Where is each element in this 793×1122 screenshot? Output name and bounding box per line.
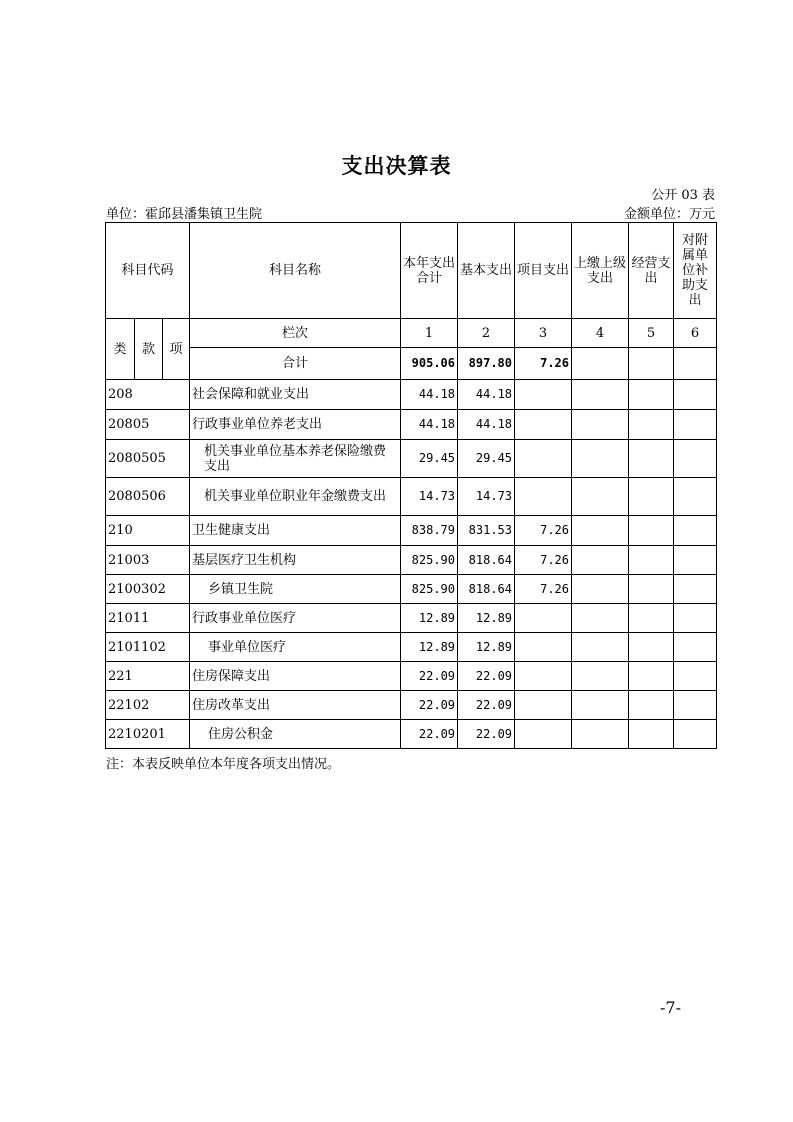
table-row <box>106 720 717 749</box>
total-business <box>629 348 674 380</box>
col-no-6: 6 <box>674 319 717 348</box>
table-note: 注：本表反映单位本年度各项支出情况。 <box>106 757 341 772</box>
row-project <box>515 478 572 516</box>
col-no-3: 3 <box>515 319 572 348</box>
row-total: 29.45 <box>401 440 458 478</box>
row-name: 机关事业单位职业年金缴费支出 <box>190 478 401 516</box>
row-project: 7.26 <box>515 575 572 604</box>
row-code: 210 <box>106 516 190 546</box>
row-project <box>515 604 572 633</box>
row-business <box>629 516 674 546</box>
row-basic: 44.18 <box>458 410 515 440</box>
row-code: 221 <box>106 662 190 691</box>
header-xiang: 项 <box>163 319 190 380</box>
row-business <box>629 691 674 720</box>
row-name: 乡镇卫生院 <box>190 575 401 604</box>
header-basic: 基本支出 <box>458 223 515 319</box>
row-upper <box>572 478 629 516</box>
row-project <box>515 380 572 410</box>
row-total: 44.18 <box>401 380 458 410</box>
row-basic: 22.09 <box>458 662 515 691</box>
row-name: 住房保障支出 <box>190 662 401 691</box>
row-code: 2100302 <box>106 575 190 604</box>
row-business <box>629 440 674 478</box>
col-no-2: 2 <box>458 319 515 348</box>
row-total: 825.90 <box>401 546 458 575</box>
table-row <box>106 546 717 575</box>
header-subsidy: 对附属单位补助支出 <box>674 223 717 319</box>
row-basic: 29.45 <box>458 440 515 478</box>
header-project: 项目支出 <box>515 223 572 319</box>
row-basic: 14.73 <box>458 478 515 516</box>
row-subsidy <box>674 440 717 478</box>
row-total: 14.73 <box>401 478 458 516</box>
row-subsidy <box>674 662 717 691</box>
row-name: 行政事业单位养老支出 <box>190 410 401 440</box>
row-total: 12.89 <box>401 633 458 662</box>
row-subsidy <box>674 691 717 720</box>
row-project: 7.26 <box>515 516 572 546</box>
row-project <box>515 633 572 662</box>
row-subsidy <box>674 720 717 749</box>
row-total: 12.89 <box>401 604 458 633</box>
amount-unit: 金额单位：万元 <box>623 207 715 222</box>
header-name: 科目名称 <box>190 223 401 319</box>
header-code: 科目代码 <box>106 223 190 319</box>
row-business <box>629 662 674 691</box>
row-business <box>629 720 674 749</box>
row-total: 22.09 <box>401 662 458 691</box>
row-upper <box>572 516 629 546</box>
row-subsidy <box>674 604 717 633</box>
page-title: 支出决算表 <box>341 154 452 178</box>
row-business <box>629 604 674 633</box>
row-name: 住房改革支出 <box>190 691 401 720</box>
row-basic: 44.18 <box>458 380 515 410</box>
table-row <box>106 662 717 691</box>
table-row <box>106 604 717 633</box>
table-row <box>106 410 717 440</box>
row-basic: 12.89 <box>458 604 515 633</box>
col-no-4: 4 <box>572 319 629 348</box>
table-row <box>106 575 717 604</box>
unit-label: 单位：霍邱县潘集镇卫生院 <box>106 207 263 222</box>
page-number: -7- <box>660 998 681 1017</box>
row-business <box>629 380 674 410</box>
row-code: 208 <box>106 380 190 410</box>
col-no-1: 1 <box>401 319 458 348</box>
header-upper: 上缴上级支出 <box>572 223 629 319</box>
row-code: 21003 <box>106 546 190 575</box>
row-subsidy <box>674 516 717 546</box>
row-upper <box>572 380 629 410</box>
row-basic: 818.64 <box>458 575 515 604</box>
row-code: 21011 <box>106 604 190 633</box>
header-lei: 类 <box>106 319 135 380</box>
row-basic: 22.09 <box>458 691 515 720</box>
row-project <box>515 440 572 478</box>
row-total: 825.90 <box>401 575 458 604</box>
row-basic: 12.89 <box>458 633 515 662</box>
row-code: 2080505 <box>106 440 190 478</box>
row-basic: 818.64 <box>458 546 515 575</box>
row-name: 基层医疗卫生机构 <box>190 546 401 575</box>
header-column-no: 栏次 <box>190 319 401 348</box>
row-subsidy <box>674 410 717 440</box>
row-code: 2101102 <box>106 633 190 662</box>
row-subsidy <box>674 478 717 516</box>
table-row <box>106 478 717 516</box>
table-row <box>106 516 717 546</box>
row-name: 社会保障和就业支出 <box>190 380 401 410</box>
row-total: 838.79 <box>401 516 458 546</box>
row-subsidy <box>674 633 717 662</box>
row-upper <box>572 575 629 604</box>
row-upper <box>572 410 629 440</box>
row-name: 行政事业单位医疗 <box>190 604 401 633</box>
row-name: 机关事业单位基本养老保险缴费支出 <box>190 440 401 478</box>
row-project: 7.26 <box>515 546 572 575</box>
row-business <box>629 633 674 662</box>
total-subsidy <box>674 348 717 380</box>
row-code: 2080506 <box>106 478 190 516</box>
row-business <box>629 478 674 516</box>
row-total: 44.18 <box>401 410 458 440</box>
row-name: 卫生健康支出 <box>190 516 401 546</box>
header-total: 本年支出合计 <box>401 223 458 319</box>
row-business <box>629 575 674 604</box>
total-label: 合计 <box>190 348 401 380</box>
row-project <box>515 691 572 720</box>
row-business <box>629 546 674 575</box>
row-upper <box>572 604 629 633</box>
total-sum: 905.06 <box>401 348 458 380</box>
row-upper <box>572 720 629 749</box>
row-name: 住房公积金 <box>190 720 401 749</box>
row-subsidy <box>674 380 717 410</box>
row-subsidy <box>674 546 717 575</box>
total-upper <box>572 348 629 380</box>
row-project <box>515 720 572 749</box>
form-code: 公开 03 表 <box>651 188 715 203</box>
expenditure-table <box>105 222 717 749</box>
row-upper <box>572 440 629 478</box>
table-row <box>106 633 717 662</box>
row-code: 22102 <box>106 691 190 720</box>
col-no-5: 5 <box>629 319 674 348</box>
row-code: 20805 <box>106 410 190 440</box>
header-business: 经营支出 <box>629 223 674 319</box>
row-business <box>629 410 674 440</box>
row-total: 22.09 <box>401 691 458 720</box>
row-name: 事业单位医疗 <box>190 633 401 662</box>
row-code: 2210201 <box>106 720 190 749</box>
table-row <box>106 380 717 410</box>
row-project <box>515 410 572 440</box>
row-upper <box>572 633 629 662</box>
row-upper <box>572 546 629 575</box>
row-basic: 831.53 <box>458 516 515 546</box>
row-upper <box>572 691 629 720</box>
header-kuan: 款 <box>135 319 163 380</box>
total-basic: 897.80 <box>458 348 515 380</box>
table-row <box>106 440 717 478</box>
row-project <box>515 662 572 691</box>
row-subsidy <box>674 575 717 604</box>
table-row <box>106 691 717 720</box>
row-upper <box>572 662 629 691</box>
row-basic: 22.09 <box>458 720 515 749</box>
total-project: 7.26 <box>515 348 572 380</box>
row-total: 22.09 <box>401 720 458 749</box>
